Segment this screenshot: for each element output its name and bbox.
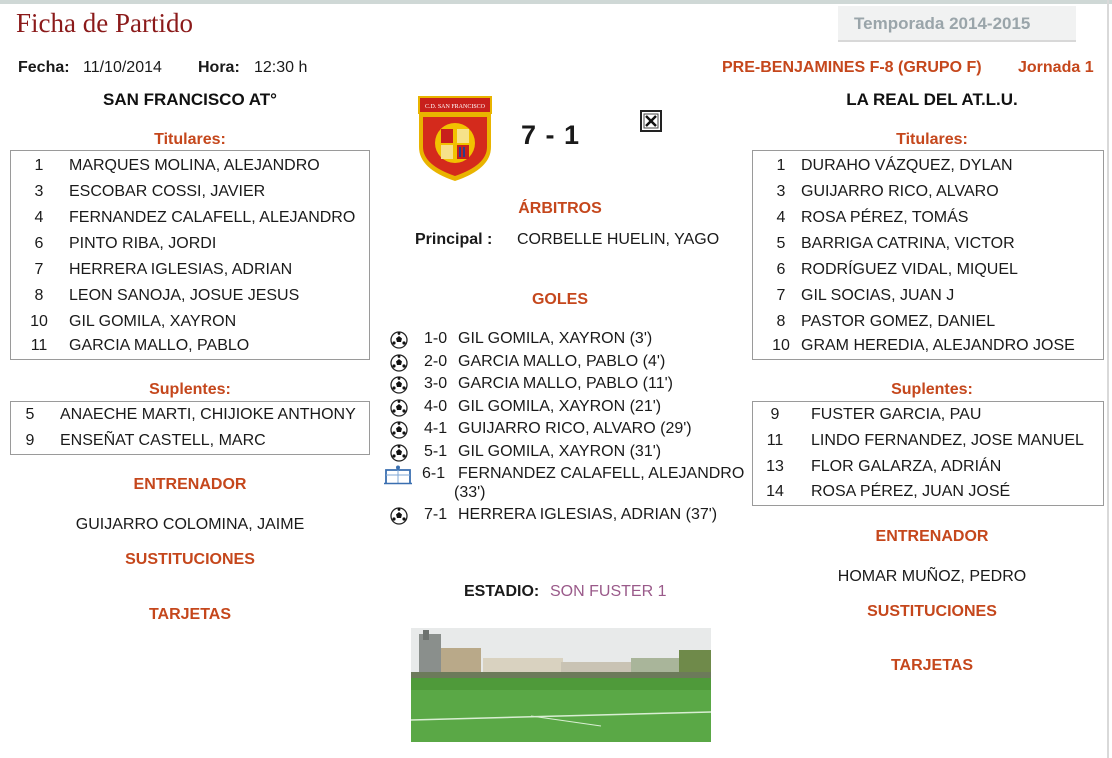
player-row: [11, 205, 369, 231]
player-row: [11, 333, 369, 359]
player-name[interactable]: PINTO RIBA, JORDI: [69, 235, 217, 252]
player-number: 11: [766, 432, 784, 449]
goal-scorer[interactable]: GUIJARRO RICO, ALVARO (29'): [458, 420, 692, 437]
player-name[interactable]: ROSA PÉREZ, JUAN JOSÉ: [811, 483, 1011, 500]
player-row: [753, 205, 1103, 231]
player-number: 7: [776, 287, 786, 304]
player-name[interactable]: BARRIGA CATRINA, VICTOR: [801, 235, 1015, 252]
player-number: 1: [34, 157, 44, 174]
right-border: [1107, 0, 1109, 758]
goal-scorer[interactable]: GIL GOMILA, XAYRON (3'): [458, 330, 653, 347]
player-name[interactable]: LINDO FERNANDEZ, JOSE MANUEL: [811, 432, 1084, 449]
goal-score: 3-0: [424, 375, 448, 392]
home-team-logo[interactable]: [417, 95, 493, 183]
date-value: 11/10/2014: [83, 59, 162, 76]
player-name[interactable]: MARQUES MOLINA, ALEJANDRO: [69, 157, 320, 174]
player-row: [11, 179, 369, 205]
date-label: Fecha:: [18, 59, 70, 76]
goal-scorer[interactable]: HERRERA IGLESIAS, ADRIAN (37'): [458, 506, 718, 523]
broken-image-icon[interactable]: [640, 110, 662, 132]
goal-scorer[interactable]: FERNANDEZ CALAFELL, ALEJANDRO: [458, 465, 745, 482]
top-border: [0, 0, 1112, 4]
home-subs-title: Suplentes:: [149, 381, 231, 398]
player-number: 14: [766, 483, 784, 500]
player-number: 5: [776, 235, 786, 252]
round-label: Jornada 1: [1018, 59, 1094, 76]
stadium-image: [411, 628, 711, 742]
away-cards-title: TARJETAS: [890, 657, 974, 674]
away-starters-title: Titulares:: [896, 131, 968, 148]
player-row: [11, 231, 369, 257]
goal-minute: (33'): [454, 484, 486, 501]
goal-score: 1-0: [424, 330, 448, 347]
player-row: [753, 179, 1103, 205]
player-name[interactable]: GUIJARRO RICO, ALVARO: [801, 183, 999, 200]
player-number: 11: [30, 337, 48, 354]
player-name[interactable]: ENSEÑAT CASTELL, MARC: [60, 432, 266, 449]
player-name[interactable]: ANAECHE MARTI, CHIJIOKE ANTHONY: [60, 406, 356, 423]
ball-icon: [390, 354, 408, 372]
player-row: [753, 428, 1103, 454]
score: 7 - 1: [521, 120, 581, 150]
home-coach-name[interactable]: GUIJARRO COLOMINA, JAIME: [75, 516, 305, 533]
player-row: [753, 454, 1103, 480]
ball-icon: [390, 399, 408, 417]
goal-score: 4-1: [424, 420, 448, 437]
player-name[interactable]: LEON SANOJA, JOSUE JESUS: [69, 287, 300, 304]
player-row: [753, 479, 1103, 505]
player-number: 9: [770, 406, 780, 423]
player-number: 10: [772, 337, 790, 354]
stadium-photo[interactable]: [411, 628, 711, 742]
player-row: [753, 153, 1103, 179]
ball-icon: [390, 507, 408, 525]
home-starters-title: Titulares:: [154, 131, 226, 148]
goal-scorer[interactable]: GIL GOMILA, XAYRON (21'): [458, 398, 662, 415]
player-row: [11, 257, 369, 283]
time-label: Hora:: [198, 59, 240, 76]
time-value: 12:30 h: [254, 59, 308, 76]
player-number: 4: [34, 209, 44, 226]
player-name[interactable]: GIL GOMILA, XAYRON: [69, 313, 237, 330]
player-number: 9: [25, 432, 35, 449]
category-label: PRE-BENJAMINES F-8 (GRUPO F): [722, 59, 982, 76]
shield-crest-icon: [417, 95, 493, 183]
player-name[interactable]: PASTOR GOMEZ, DANIEL: [801, 313, 996, 330]
player-number: 13: [766, 458, 784, 475]
referee-role-label: Principal :: [415, 231, 493, 248]
goal-score: 6-1: [422, 465, 446, 482]
player-name[interactable]: GARCIA MALLO, PABLO: [69, 337, 250, 354]
player-name[interactable]: GRAM HEREDIA, ALEJANDRO JOSE: [801, 337, 1075, 354]
player-name[interactable]: GIL SOCIAS, JUAN J: [801, 287, 955, 304]
goal-score: 4-0: [424, 398, 448, 415]
goal-scorer[interactable]: GARCIA MALLO, PABLO (4'): [458, 353, 666, 370]
player-number: 5: [25, 406, 35, 423]
goal-scorer[interactable]: GIL GOMILA, XAYRON (31'): [458, 443, 662, 460]
away-coach-title: ENTRENADOR: [875, 528, 989, 545]
away-starters-list: [752, 150, 1104, 360]
close-icon: [642, 112, 660, 130]
goal-score: 2-0: [424, 353, 448, 370]
player-number: 8: [34, 287, 44, 304]
player-name[interactable]: ROSA PÉREZ, TOMÁS: [801, 209, 969, 226]
page-title: Ficha de Partido: [16, 8, 193, 38]
home-substitutions-title: SUSTITUCIONES: [125, 551, 255, 568]
home-team-name[interactable]: SAN FRANCISCO AT°: [103, 90, 277, 109]
home-starters-list: [10, 150, 370, 360]
away-substitutions-title: SUSTITUCIONES: [867, 603, 997, 620]
ball-icon: [390, 444, 408, 462]
player-number: 6: [776, 261, 786, 278]
goal-scorer[interactable]: GARCIA MALLO, PABLO (11'): [458, 375, 673, 392]
player-number: 8: [776, 313, 786, 330]
player-number: 6: [34, 235, 44, 252]
referees-title: ÁRBITROS: [518, 200, 602, 217]
player-name[interactable]: FUSTER GARCIA, PAU: [811, 406, 982, 423]
player-number: 7: [34, 261, 44, 278]
player-number: 4: [776, 209, 786, 226]
player-row: [753, 309, 1103, 335]
player-row: [11, 402, 369, 428]
player-name[interactable]: FERNANDEZ CALAFELL, ALEJANDRO: [69, 209, 356, 226]
penalty-goal-icon: [384, 465, 412, 485]
player-row: [753, 231, 1103, 257]
player-row: [11, 309, 369, 335]
player-name[interactable]: DURAHO VÁZQUEZ, DYLAN: [801, 157, 1013, 174]
ball-icon: [390, 331, 408, 349]
player-name[interactable]: RODRÍGUEZ VIDAL, MIQUEL: [801, 261, 1018, 278]
referee-name[interactable]: CORBELLE HUELIN, YAGO: [517, 231, 720, 248]
player-row: [753, 402, 1103, 428]
away-subs-list: [752, 401, 1104, 506]
player-name[interactable]: FLOR GALARZA, ADRIÁN: [811, 458, 1002, 475]
player-number: 3: [34, 183, 44, 200]
home-cards-title: TARJETAS: [148, 606, 232, 623]
player-number: 1: [776, 157, 786, 174]
home-coach-title: ENTRENADOR: [133, 476, 247, 493]
player-name[interactable]: HERRERA IGLESIAS, ADRIAN: [69, 261, 293, 278]
stadium-label: ESTADIO:: [464, 583, 540, 600]
player-row: [753, 333, 1103, 359]
away-team-name[interactable]: LA REAL DEL AT.L.U.: [846, 90, 1018, 109]
logo-text: C.D. SAN FRANCISCO: [424, 104, 486, 110]
player-row: [11, 428, 369, 454]
away-coach-name[interactable]: HOMAR MUÑOZ, PEDRO: [837, 568, 1027, 585]
home-subs-list: [10, 401, 370, 455]
player-row: [753, 257, 1103, 283]
player-row: [11, 153, 369, 179]
player-row: [753, 283, 1103, 309]
goal-score: 7-1: [424, 506, 448, 523]
stadium-name[interactable]: SON FUSTER 1: [550, 583, 667, 600]
player-name[interactable]: ESCOBAR COSSI, JAVIER: [69, 183, 266, 200]
player-row: [11, 283, 369, 309]
away-subs-title: Suplentes:: [891, 381, 973, 398]
goal-score: 5-1: [424, 443, 448, 460]
goals-title: GOLES: [531, 291, 588, 308]
ball-icon: [390, 421, 408, 439]
player-number: 3: [776, 183, 786, 200]
ball-icon: [390, 376, 408, 394]
player-number: 10: [30, 313, 48, 330]
season-label: Temporada 2014-2015: [854, 14, 1031, 33]
